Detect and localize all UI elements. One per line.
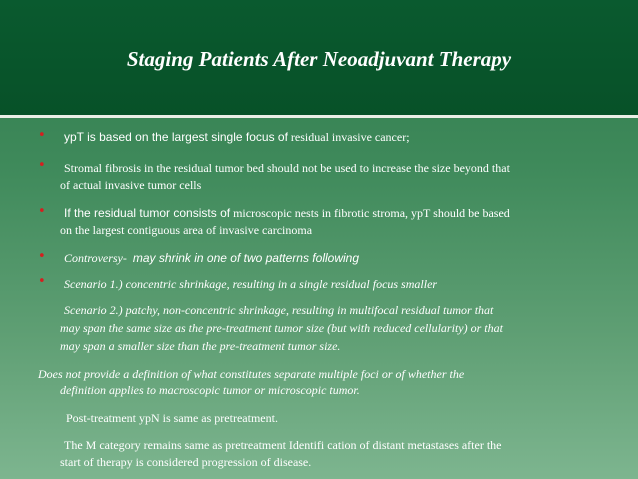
bullet-icon: •	[38, 249, 46, 264]
scenario2-line3: may span a smaller size than the pre-treatment tumor size.	[60, 339, 341, 353]
bullet-item-nests-line1	[64, 205, 510, 221]
bullet-item-nests-line2: on the largest contiguous area of invasive carcinoma	[60, 223, 313, 237]
nests-text-cont: microscopic nests in fibrotic stroma, ypT should be based	[233, 206, 510, 220]
foci-line1: Does not provide a definition of what constitutes separate multiple foci or of whether the	[38, 367, 465, 381]
bullet-item-scenario1: Scenario 1.) concentric shrinkage, resulting in a single residual focus smaller	[64, 277, 438, 291]
controversy-text: may shrink in one of two patterns following	[132, 251, 360, 265]
slide-title: Staging Patients After Neoadjuvant Therapy	[126, 47, 512, 71]
ypt-text: ypT is based on the largest single focus of	[64, 130, 288, 144]
bullet-icon: •	[38, 128, 46, 143]
foci-line2: definition applies to macroscopic tumor or microscopic tumor.	[60, 383, 360, 397]
ypt-text-cont: residual invasive cancer;	[290, 130, 410, 144]
m-category-line2: start of therapy is considered progression of disease.	[60, 455, 312, 469]
scenario2-line1: Scenario 2.) patchy, non-concentric shrinkage, resulting in multifocal residual tumor that	[64, 303, 494, 317]
bullet-icon: •	[38, 274, 46, 289]
bullet-item-ypt	[64, 129, 410, 145]
m-category-line1: The M category remains same as pretreatment Identifi cation of distant metastases after the	[64, 438, 502, 452]
bullet-icon: •	[38, 158, 46, 173]
controversy-label: Controversy-	[64, 251, 127, 265]
scenario2-line2: may span the same size as the pre-treatment tumor size (but with reduced cellularity) or that	[60, 321, 503, 335]
bullet-item-fibrosis-line2: of actual invasive tumor cells	[60, 178, 202, 192]
bullet-item-controversy	[64, 250, 359, 266]
nests-text: If the residual tumor consists of	[64, 206, 231, 220]
ypn-text: Post-treatment ypN is same as pretreatment.	[66, 411, 278, 425]
bullet-item-fibrosis-line1: Stromal fibrosis in the residual tumor bed should not be used to increase the size beyond that	[64, 161, 510, 175]
bullet-icon: •	[38, 204, 46, 219]
